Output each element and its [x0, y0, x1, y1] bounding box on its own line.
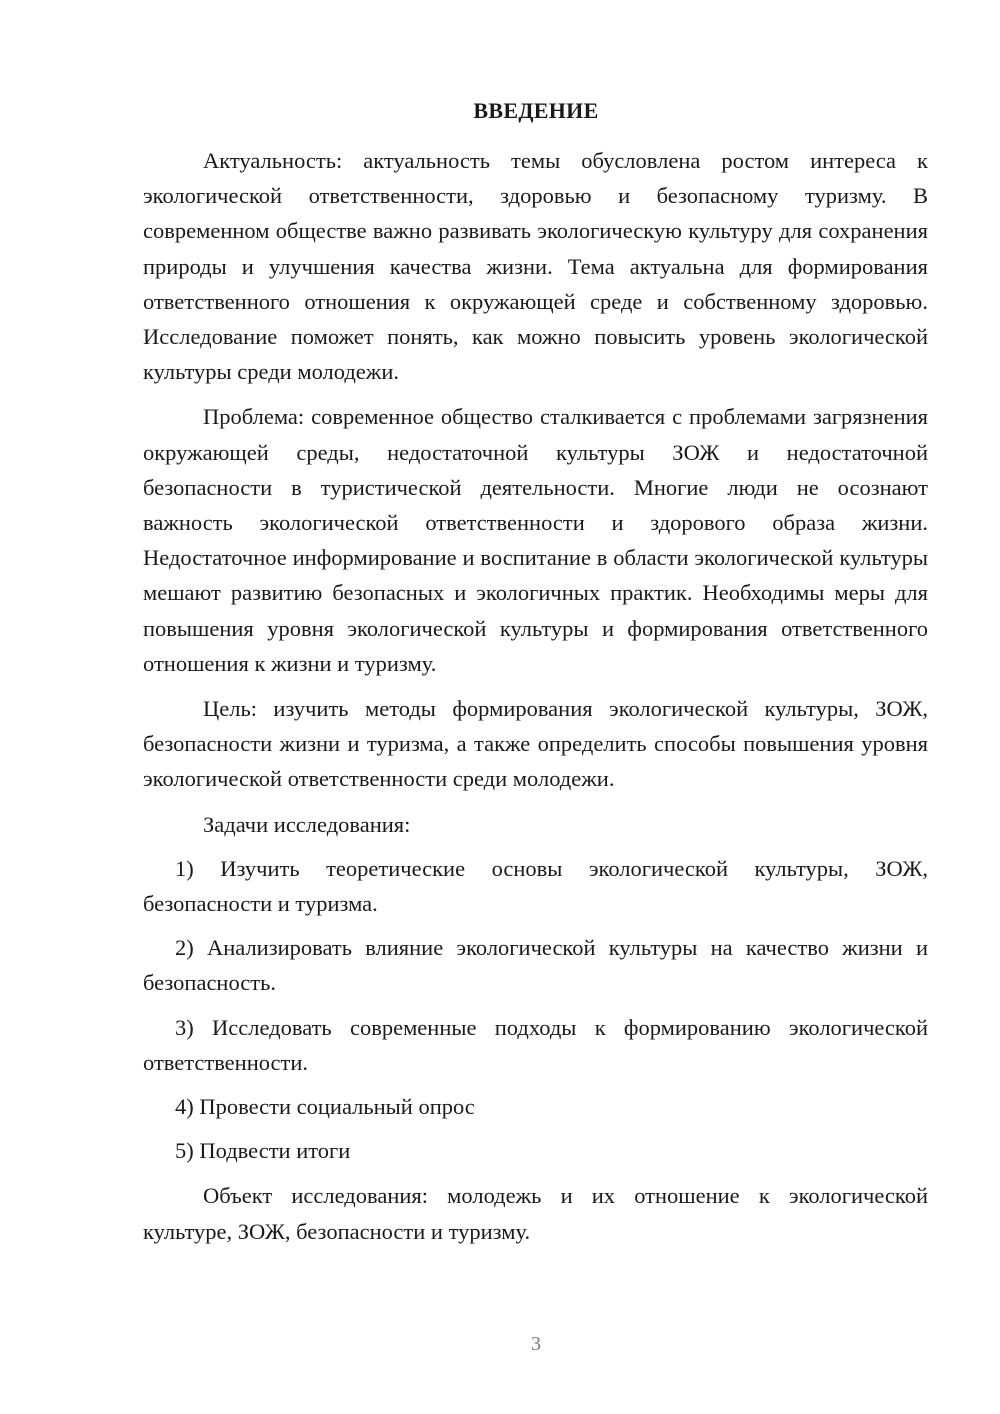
paragraph-tasks-heading: Задачи исследования:	[203, 811, 411, 837]
task-item-3: 3) Исследовать современные подходы к формированию экологической ответственности.	[143, 1014, 928, 1075]
paragraph-relevance: Актуальность: актуальность темы обусловлена ростом интереса к экологической ответственности, здоровью и безопасному туризму. В современном обществе важно развивать экологическую культуру для сохранения природы и улучшения качества жизни. Тема актуальна для формирования ответственного отношения к окружающей среде и собственному здоровью. Исследование поможет понять, как можно повысить уровень экологической культуры среди молодежи.	[143, 148, 928, 385]
document-body	[143, 143, 928, 1249]
paragraph-object: Объект исследования: молодежь и их отношение к экологической культуре, ЗОЖ, безопасности и туризму.	[143, 1183, 928, 1244]
page-number: 3	[531, 1333, 541, 1355]
task-item-2: 2) Анализировать влияние экологической культуры на качество жизни и безопасность.	[143, 935, 928, 996]
paragraph-goal: Цель: изучить методы формирования экологической культуры, ЗОЖ, безопасности жизни и туризма, а также определить способы повышения уровня экологической ответственности среди молодежи.	[143, 696, 928, 792]
task-item-5: 5) Подвести итоги	[175, 1138, 351, 1164]
task-item-4: 4) Провести социальный опрос	[175, 1094, 475, 1120]
task-item-1: 1) Изучить теоретические основы экологической культуры, ЗОЖ, безопасности и туризма.	[143, 855, 928, 917]
page-title: ВВЕДЕНИЕ	[473, 98, 599, 123]
paragraph-problem: Проблема: современное общество сталкивается с проблемами загрязнения окружающей среды, недостаточной культуры ЗОЖ и недостаточной безопасности в туристической деятельности. Многие люди не осознают важность экологической ответственности и здорового образа жизни. Недостаточное информирование и воспитание в области экологической культуры мешают развитию безопасных и экологичных практик. Необходимы меры для повышения уровня экологической культуры и формирования ответственного отношения к жизни и туризму.	[143, 404, 928, 676]
